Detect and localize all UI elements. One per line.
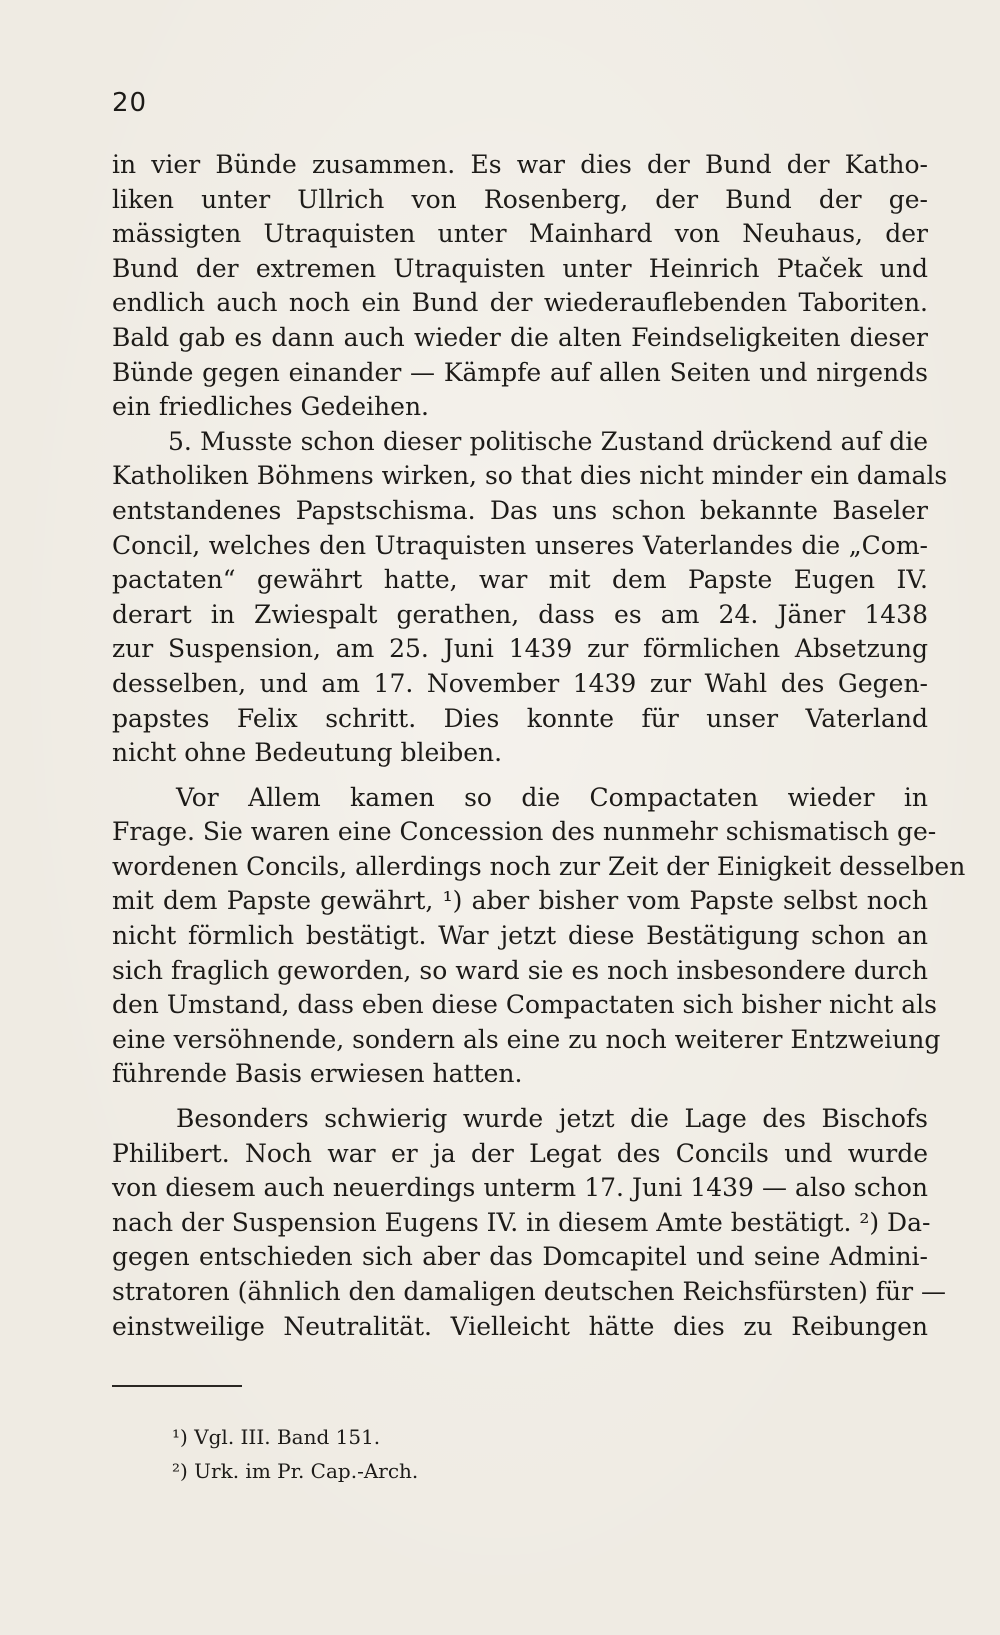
text-line: Vor Allem kamen so die Compactaten wieder in xyxy=(176,782,928,812)
text-line: papstes Felix schritt. Dies konnte für unser Vaterland xyxy=(112,703,928,733)
text-line: wordenen Concils, allerdings noch zur Zeit der Einigkeit desselben xyxy=(112,851,966,881)
footnotes xyxy=(172,1420,772,1488)
text-line: Concil, welches den Utraquisten unseres Vaterlandes die „Com- xyxy=(112,530,928,560)
text-line: 5. Musste schon dieser politische Zustand drückend auf die xyxy=(168,426,928,456)
text-line: Bund der extremen Utraquisten unter Heinrich Ptaček und xyxy=(112,253,928,283)
body-text xyxy=(112,148,966,1344)
text-line: den Umstand, dass eben diese Compactaten sich bisher nicht als xyxy=(112,990,937,1020)
footnote: ²) Urk. im Pr. Cap.-Arch. xyxy=(172,1459,419,1483)
text-line: entstandenes Papstschisma. Das uns schon bekannte Baseler xyxy=(112,495,928,525)
text-line: Katholiken Böhmens wirken, so that dies nicht minder ein damals xyxy=(112,461,948,491)
text-line: derart in Zwiespalt gerathen, dass es am 24. Jäner 1438 xyxy=(112,599,928,629)
text-line: mit dem Papste gewährt, ¹) aber bisher vom Papste selbst noch xyxy=(112,886,928,916)
text-line: liken unter Ullrich von Rosenberg, der Bund der ge- xyxy=(112,184,928,214)
text-line: in vier Bünde zusammen. Es war dies der Bund der Katho- xyxy=(112,150,928,179)
text-line: endlich auch noch ein Bund der wiederauflebenden Taboriten. xyxy=(112,288,928,318)
text-line: stratoren (ähnlich den damaligen deutschen Reichsfürsten) für — xyxy=(112,1277,947,1306)
text-line: führende Basis erwiesen hatten. xyxy=(112,1059,523,1089)
page-number: 20 xyxy=(112,88,148,118)
text-line: Bald gab es dann auch wieder die alten Feindseligkeiten dieser xyxy=(112,322,928,352)
text-line: eine versöhnende, sondern als eine zu noch weiterer Entzweiung xyxy=(112,1024,941,1054)
text-line: nicht ohne Bedeutung bleiben. xyxy=(112,738,503,768)
paragraph xyxy=(112,148,928,425)
text-line: zur Suspension, am 25. Juni 1439 zur förmlichen Absetzung xyxy=(112,634,928,664)
text-line: Bünde gegen einander — Kämpfe auf allen Seiten und nirgends xyxy=(112,357,928,387)
paragraph xyxy=(112,781,966,1092)
text-line: sich fraglich geworden, so ward sie es noch insbesondere durch xyxy=(112,955,928,985)
text-line: einstweilige Neutralität. Vielleicht hätte dies zu Reibungen xyxy=(112,1311,928,1341)
paragraph xyxy=(112,1102,947,1344)
text-line: nach der Suspension Eugens IV. in diesem Amte bestätigt. ²) Da- xyxy=(112,1207,931,1237)
text-line: Besonders schwierig wurde jetzt die Lage des Bischofs xyxy=(176,1104,928,1134)
text-line: Frage. Sie waren eine Concession des nunmehr schismatisch ge- xyxy=(112,817,937,847)
paragraph xyxy=(112,425,948,771)
text-line: Philibert. Noch war er ja der Legat des Concils und wurde xyxy=(112,1138,928,1168)
text-line: ein friedliches Gedeihen. xyxy=(112,392,430,422)
text-line: desselben, und am 17. November 1439 zur Wahl des Gegen- xyxy=(112,668,928,698)
footnote-divider xyxy=(112,1385,242,1387)
text-line: nicht förmlich bestätigt. War jetzt diese Bestätigung schon an xyxy=(112,921,928,951)
text-line: mässigten Utraquisten unter Mainhard von Neuhaus, der xyxy=(112,219,928,249)
text-line: gegen entschieden sich aber das Domcapitel und seine Admini- xyxy=(112,1242,928,1272)
text-line: von diesem auch neuerdings unterm 17. Juni 1439 — also schon xyxy=(112,1173,928,1203)
footnote: ¹) Vgl. III. Band 151. xyxy=(172,1425,381,1449)
text-line: pactaten“ gewährt hatte, war mit dem Papste Eugen IV. xyxy=(112,565,928,595)
